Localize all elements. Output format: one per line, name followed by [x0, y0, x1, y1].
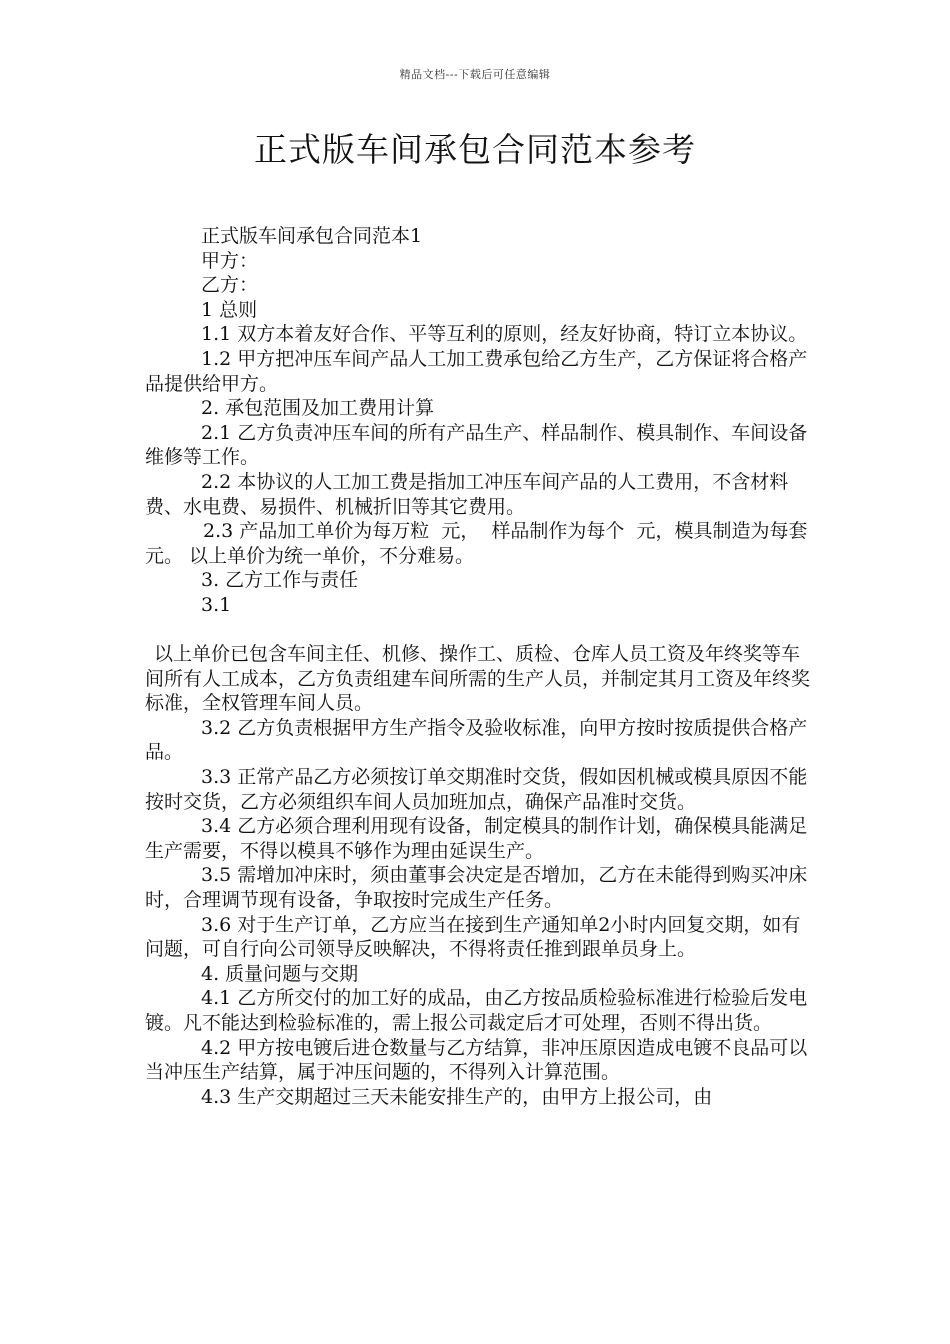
clause-paragraph: 3.3 正常产品乙方必须按订单交期准时交货，假如因机械或模具原因不能按时交货，乙方必须组织车间人员加班加点，确保产品准时交货。: [145, 766, 808, 813]
section-heading: 3. 乙方工作与责任: [201, 569, 359, 592]
contract-subtitle: 正式版车间承包合同范本1: [201, 225, 423, 247]
section-heading: 1 总则: [201, 298, 258, 321]
clause-paragraph: 1.1 双方本着友好合作、平等互利的原则，经友好协商，特订立本协议。: [201, 323, 808, 346]
document-body: [145, 224, 820, 1109]
blank-line: [145, 618, 810, 643]
party-a-line: 甲方：: [201, 249, 259, 272]
clause-paragraph: 2.2 本协议的人工加工费是指加工冲压车间产品的人工费用，不含材料费、水电费、易损件、机械折旧等其它费用。: [145, 470, 789, 518]
section-heading: 2. 承包范围及加工费用计算: [201, 397, 435, 420]
clause-paragraph: 4.3 生产交期超过三天未能安排生产的，由甲方上报公司，由: [201, 1085, 713, 1108]
clause-paragraph: 以上单价已包含车间主任、机修、操作工、质检、仓库人员工资及年终奖等车间所有人工成本，乙方负责组建车间所需的生产人员，并制定其月工资及年终奖标准，全权管理车间人员。: [145, 643, 811, 715]
clause-paragraph: 2.3 产品加工单价为每万粒 元， 样品制作为每个 元，模具制造为每套 元。 以上单价为统一单价，不分难易。: [145, 520, 820, 567]
section-heading: 4. 质量问题与交期: [201, 962, 359, 985]
page-header-note: 精品文档---下载后可任意编辑: [399, 68, 551, 81]
party-b-line: 乙方：: [201, 274, 259, 297]
clause-paragraph: 3.5 需增加冲床时，须由董事会决定是否增加，乙方在未能得到购买冲床时，合理调节现有设备，争取按时完成生产任务。: [145, 864, 808, 912]
clause-paragraph: 4.1 乙方所交付的加工好的成品，由乙方按品质检验标准进行检验后发电镀。凡不能达到检验标准的，需上报公司裁定后才可处理，否则不得出货。: [145, 987, 808, 1034]
clause-number: 3.1: [201, 593, 232, 616]
clause-paragraph: 2.1 乙方负责冲压车间的所有产品生产、样品制作、模具制作、车间设备维修等工作。: [145, 421, 808, 469]
document-title: 正式版车间承包合同范本参考: [254, 130, 696, 169]
clause-paragraph: 4.2 甲方按电镀后进仓数量与乙方结算，非冲压原因造成电镀不良品可以当冲压生产结算，属于冲压问题的，不得列入计算范围。: [145, 1036, 808, 1084]
clause-paragraph: 3.4 乙方必须合理利用现有设备，制定模具的制作计划，确保模具能满足生产需要，不得以模具不够作为理由延误生产。: [145, 815, 808, 862]
clause-paragraph: 3.6 对于生产订单，乙方应当在接到生产通知单2小时内回复交期，如有问题，可自行向公司领导反映解决，不得将责任推到跟单员身上。: [145, 913, 801, 961]
clause-paragraph: 1.2 甲方把冲压车间产品人工加工费承包给乙方生产，乙方保证将合格产品提供给甲方。: [145, 347, 808, 395]
clause-paragraph: 3.2 乙方负责根据甲方生产指令及验收标准，向甲方按时按质提供合格产品。: [145, 716, 808, 764]
